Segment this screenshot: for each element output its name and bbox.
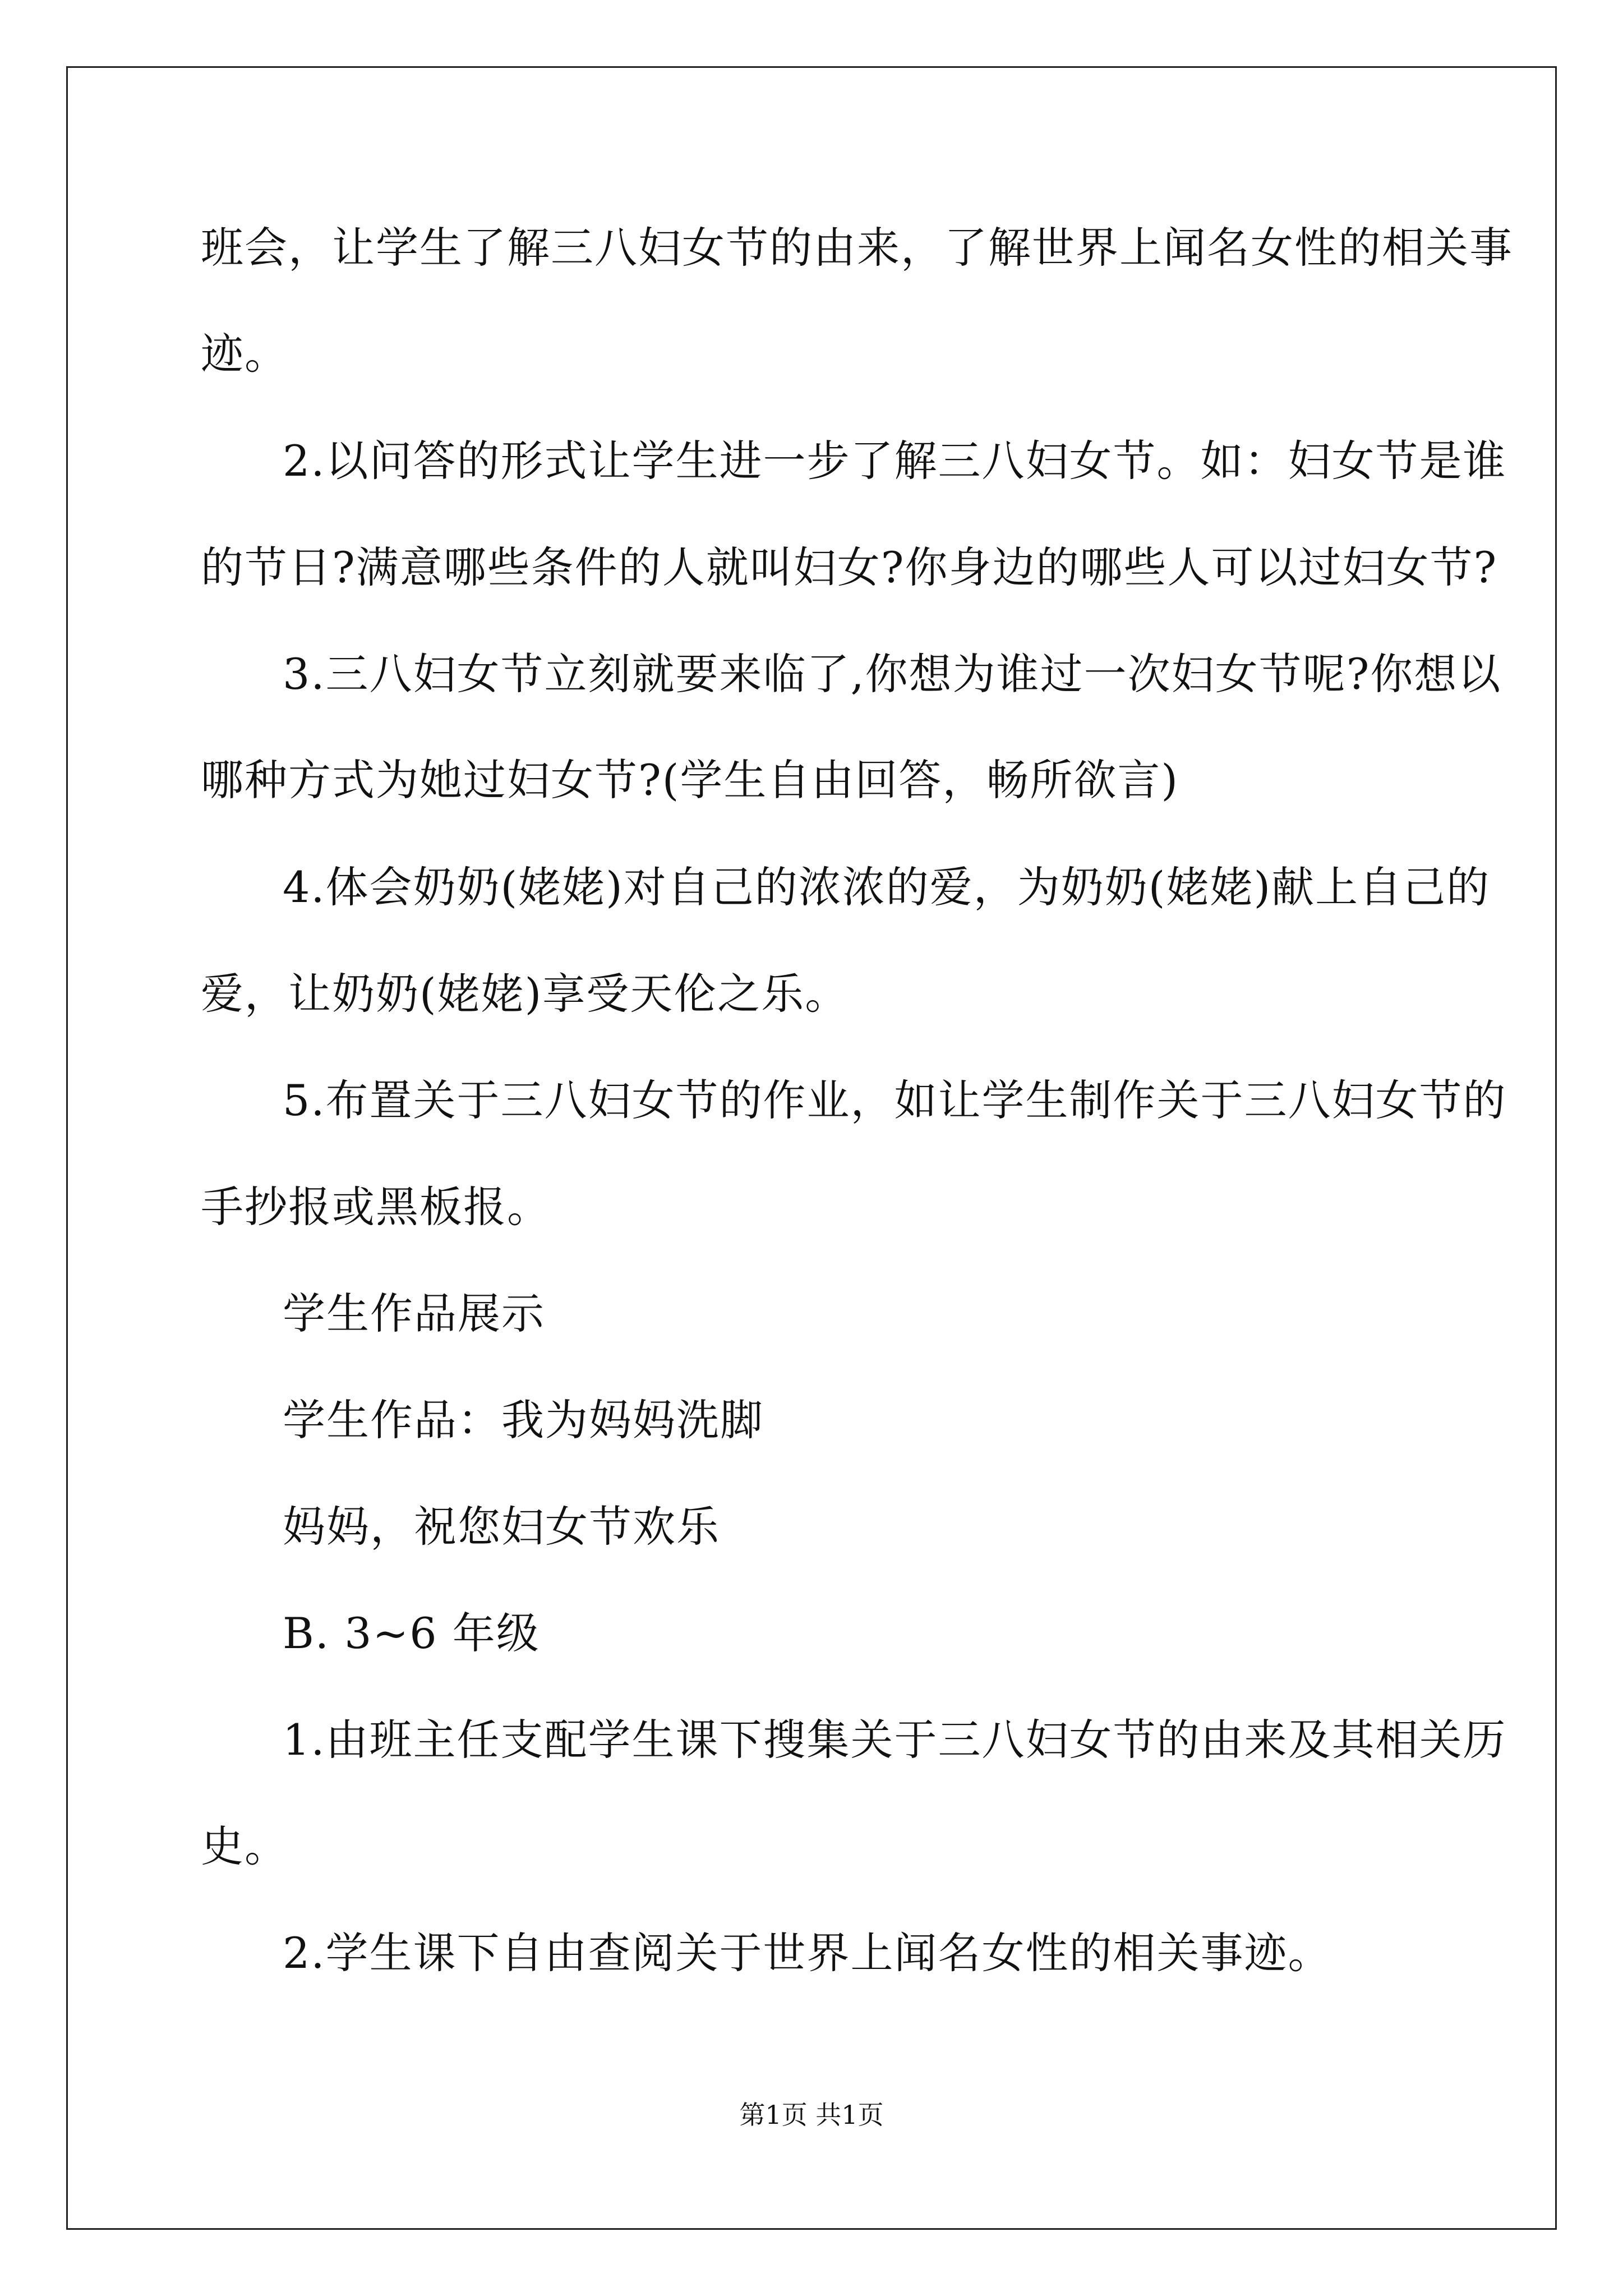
paragraph-line: 5.布置关于三八妇女节的作业，如让学生制作关于三八妇女节的: [283, 1075, 1507, 1125]
paragraph-line: 史。: [201, 1821, 288, 1871]
paragraph-line: 迹。: [201, 329, 288, 379]
paragraph-line: 的节日?满意哪些条件的人就叫妇女?你身边的哪些人可以过妇女节?: [201, 542, 1498, 592]
paragraph-line: 1.由班主任支配学生课下搜集关于三八妇女节的由来及其相关历: [283, 1715, 1507, 1765]
page-border: [66, 66, 1557, 2230]
paragraph-line: 学生作品展示: [283, 1289, 545, 1338]
paragraph-line: 2.以问答的形式让学生进一步了解三八妇女节。如：妇女节是谁: [283, 436, 1507, 486]
paragraph-line: 3.三八妇女节立刻就要来临了,你想为谁过一次妇女节呢?你想以: [283, 649, 1502, 699]
paragraph-line: 班会，让学生了解三八妇女节的由来，了解世界上闻名女性的相关事: [201, 223, 1513, 273]
paragraph-line: 爱，让奶奶(姥姥)享受天伦之乐。: [201, 969, 849, 1019]
page-footer: 第1页 共1页: [739, 2100, 884, 2130]
paragraph-line: 2.学生课下自由查阅关于世界上闻名女性的相关事迹。: [283, 1928, 1332, 1978]
paragraph-line: 妈妈，祝您妇女节欢乐: [283, 1502, 720, 1552]
paragraph-line: 4.体会奶奶(姥姥)对自己的浓浓的爱，为奶奶(姥姥)献上自己的: [283, 862, 1491, 912]
paragraph-line: 哪种方式为她过妇女节?(学生自由回答，畅所欲言): [201, 755, 1179, 805]
paragraph-line: 手抄报或黑板报。: [201, 1182, 551, 1232]
paragraph-line: 学生作品：我为妈妈洗脚: [283, 1395, 764, 1445]
paragraph-line: B. 3~6 年级: [283, 1608, 540, 1658]
